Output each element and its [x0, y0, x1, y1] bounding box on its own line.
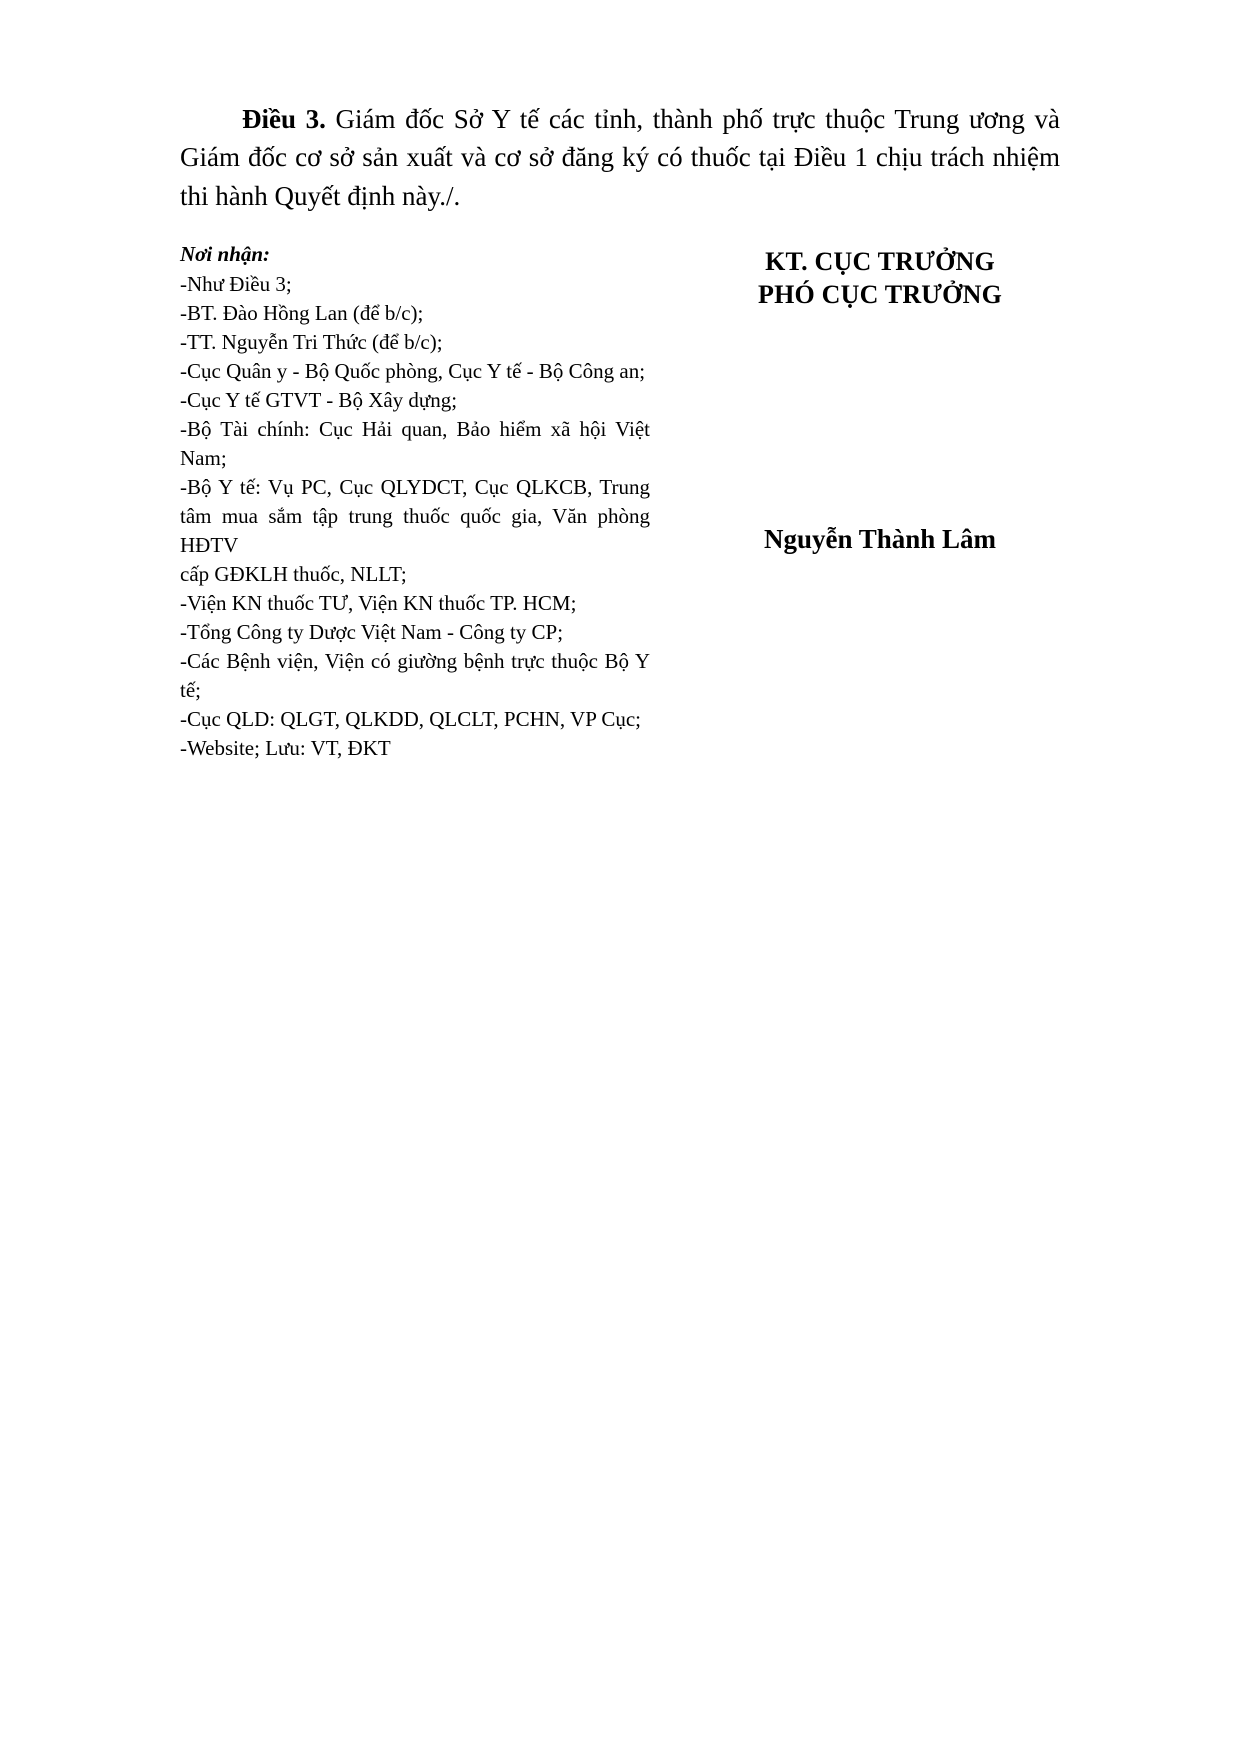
- list-item: -Bộ Y tế: Vụ PC, Cục QLYDCT, Cục QLKCB, Trung tâm mua sắm tập trung thuốc quốc gia, Văn phòng HĐTV: [180, 475, 656, 557]
- signer-title-line-2: PHÓ CỤC TRƯỞNG: [757, 280, 1003, 310]
- recipients-section: [180, 241, 656, 763]
- signer-title-line-1: KT. CỤC TRƯỞNG: [765, 246, 995, 276]
- signature-block: [180, 241, 1080, 763]
- article-text: Giám đốc Sở Y tế các tỉnh, thành phố trực thuộc Trung ương và Giám đốc cơ sở sản xuất và cơ sở đăng ký có thuốc tại Điều 1 chịu trách nhiệm thi hành Quyết định này./.: [180, 104, 1060, 211]
- recipients-list: [180, 270, 656, 762]
- list-item: -Cục Y tế GTVT - Bộ Xây dựng;: [180, 388, 458, 413]
- list-item: -Cục Quân y - Bộ Quốc phòng, Cục Y tế - Bộ Công an;: [180, 359, 646, 384]
- list-item: cấp GĐKLH thuốc, NLLT;: [180, 561, 407, 586]
- list-item: -Bộ Tài chính: Cục Hải quan, Bảo hiểm xã hội Việt Nam;: [180, 417, 656, 471]
- list-item: -Cục QLD: QLGT, QLKDD, QLCLT, PCHN, VP Cục;: [180, 706, 642, 731]
- signer-name: Nguyễn Thành Lâm: [763, 523, 997, 554]
- recipients-title: Nơi nhận:: [180, 241, 271, 266]
- list-item: -Website; Lưu: VT, ĐKT: [180, 735, 391, 760]
- signer-section: [650, 241, 1080, 557]
- list-item: -Tổng Công ty Dược Việt Nam - Công ty CP;: [180, 619, 564, 644]
- list-item: -TT. Nguyễn Tri Thức (để b/c);: [180, 330, 443, 355]
- signature-space: [680, 312, 1080, 522]
- list-item: -Như Điều 3;: [180, 272, 292, 297]
- list-item: -BT. Đào Hồng Lan (để b/c);: [180, 301, 424, 326]
- article-paragraph: [180, 100, 1060, 215]
- list-item: -Các Bệnh viện, Viện có giường bệnh trực thuộc Bộ Y tế;: [180, 648, 656, 702]
- article-label: Điều 3.: [242, 104, 326, 134]
- list-item: -Viện KN thuốc TƯ, Viện KN thuốc TP. HCM;: [180, 590, 577, 615]
